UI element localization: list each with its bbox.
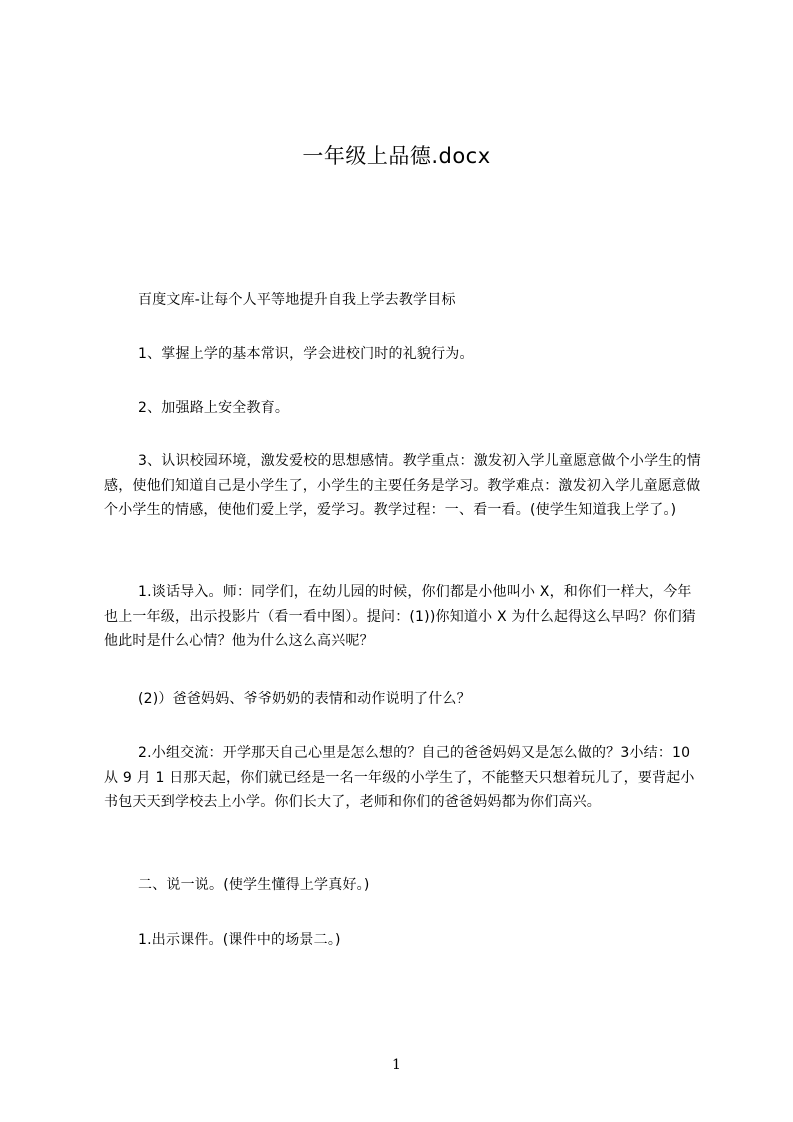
paragraph-goal-3: 3、认识校园环境，激发爱校的思想感情。教学重点：激发初入学儿童愿意做个小学生的情感，使他们知道自己是小学生了，小学生的主要任务是学习。教学难点：激发初入学儿童愿意做个小学生的情感，使他们爱上学，爱学习。教学过程：一、看一看。(使学生知道我上学了。) <box>104 453 701 518</box>
paragraph-talk-intro: 1.谈话导入。师：同学们，在幼儿园的时候，你们都是小他叫小 X，和你们一样大，今年也上一年级，出示投影片（看一看中图）。提问：(1))你知道小 X 为什么起得这么早吗？你们猜他此时是什么心情？他为什么这么高兴呢？ <box>104 584 696 649</box>
paragraph-question-2: (2)）爸爸妈妈、爷爷奶奶的表情和动作说明了什么？ <box>138 691 471 707</box>
paragraph-show-courseware: 1.出示课件。(课件中的场景二。) <box>138 932 341 948</box>
paragraph-group-discussion: 2.小组交流：开学那天自己心里是怎么想的？自己的爸爸妈妈又是怎么做的？3小结：10 从 9 月 1 日那天起，你们就已经是一名一年级的小学生了，不能整天只想着玩儿了，要背起小书包天天到学校去上小学。你们长大了，老师和你们的爸爸妈妈都为你们高兴。 <box>104 745 695 810</box>
paragraph-section-two: 二、说一说。(使学生懂得上学真好。) <box>138 877 370 893</box>
paragraph-goal-1: 1、掌握上学的基本常识，学会进校门时的礼貌行为。 <box>138 346 474 362</box>
paragraph-goal-2: 2、加强路上安全教育。 <box>138 400 290 416</box>
document-title: 一年级上品德.docx <box>302 144 491 168</box>
paragraph-intro: 百度文库-让每个人平等地提升自我上学去教学目标 <box>138 292 456 308</box>
page-number: 1 <box>392 1057 401 1073</box>
